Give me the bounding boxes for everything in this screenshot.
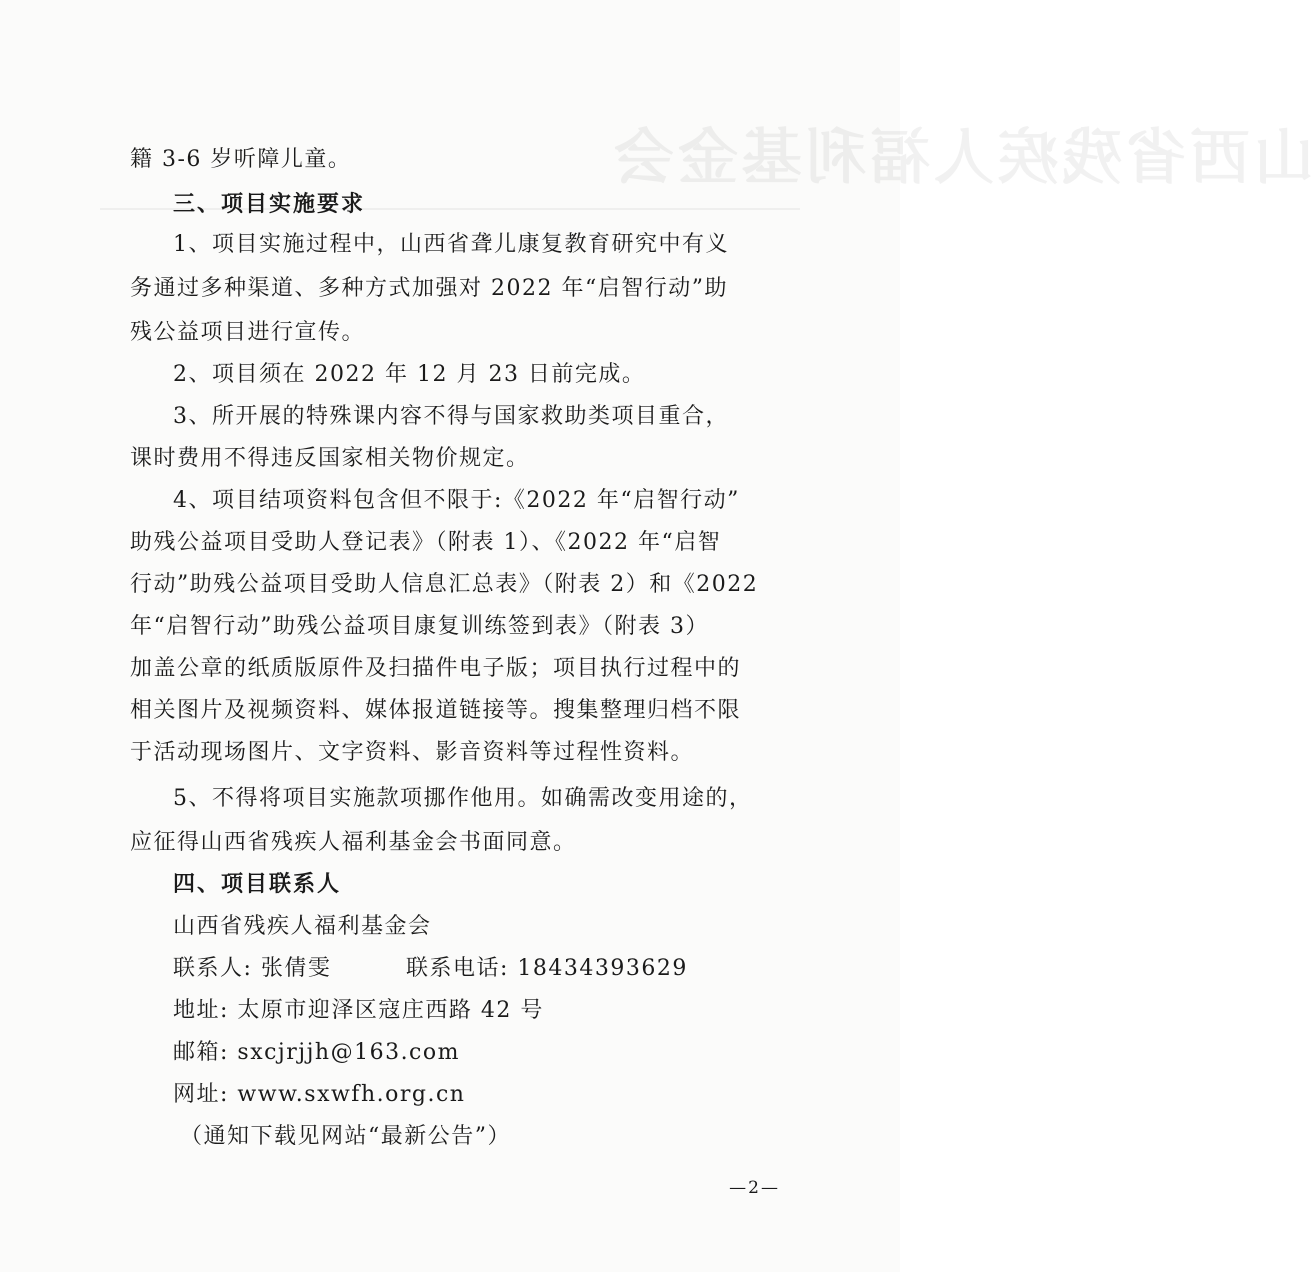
contact-address: 地址: 太原市迎泽区寇庄西路 42 号	[173, 998, 544, 1023]
text-line: 于活动现场图片、文字资料、影音资料等过程性资料。	[130, 740, 695, 765]
bleed-through-watermark: 山西省残疾人福利基金会	[610, 123, 1314, 193]
contact-person: 联系人: 张倩雯	[173, 956, 332, 981]
section-heading-4: 四、项目联系人	[173, 872, 342, 897]
text-line: 务通过多种渠道、多种方式加强对 2022 年“启智行动”助	[130, 276, 728, 301]
text-line: 加盖公章的纸质版原件及扫描件电子版；项目执行过程中的	[130, 656, 742, 681]
text-line: 残公益项目进行宣传。	[130, 320, 366, 345]
text-line: 行动”助残公益项目受助人信息汇总表》（附表 2）和《2022	[130, 572, 759, 597]
text-line: 2、项目须在 2022 年 12 月 23 日前完成。	[173, 362, 646, 387]
text-line: 相关图片及视频资料、媒体报道链接等。搜集整理归档不限	[130, 698, 742, 723]
text-line: 3、所开展的特殊课内容不得与国家救助类项目重合，	[173, 404, 729, 429]
text-line: 山西省残疾人福利基金会	[173, 914, 432, 939]
text-line: 4、项目结项资料包含但不限于:《2022 年“启智行动”	[173, 488, 740, 513]
download-note: （通知下载见网站“最新公告”）	[180, 1124, 511, 1149]
contact-phone: 联系电话: 18434393629	[406, 956, 688, 981]
text-line: 年“启智行动”助残公益项目康复训练签到表》（附表 3）	[130, 614, 709, 639]
page-number: —2—	[729, 1178, 780, 1198]
text-line: 籍 3-6 岁听障儿童。	[130, 147, 352, 172]
contact-website: 网址: www.sxwfh.org.cn	[173, 1082, 466, 1107]
text-line: 助残公益项目受助人登记表》（附表 1）、《2022 年“启智	[130, 530, 722, 555]
text-line: 5、不得将项目实施款项挪作他用。如确需改变用途的，	[173, 786, 753, 811]
section-heading-3: 三、项目实施要求	[173, 192, 366, 217]
text-line: 课时费用不得违反国家相关物价规定。	[130, 446, 530, 471]
contact-row	[173, 954, 733, 984]
text-line: 应征得山西省残疾人福利基金会书面同意。	[130, 830, 577, 855]
text-line: 1、项目实施过程中，山西省聋儿康复教育研究中有义	[173, 232, 729, 257]
contact-email: 邮箱: sxcjrjjh@163.com	[173, 1040, 460, 1065]
